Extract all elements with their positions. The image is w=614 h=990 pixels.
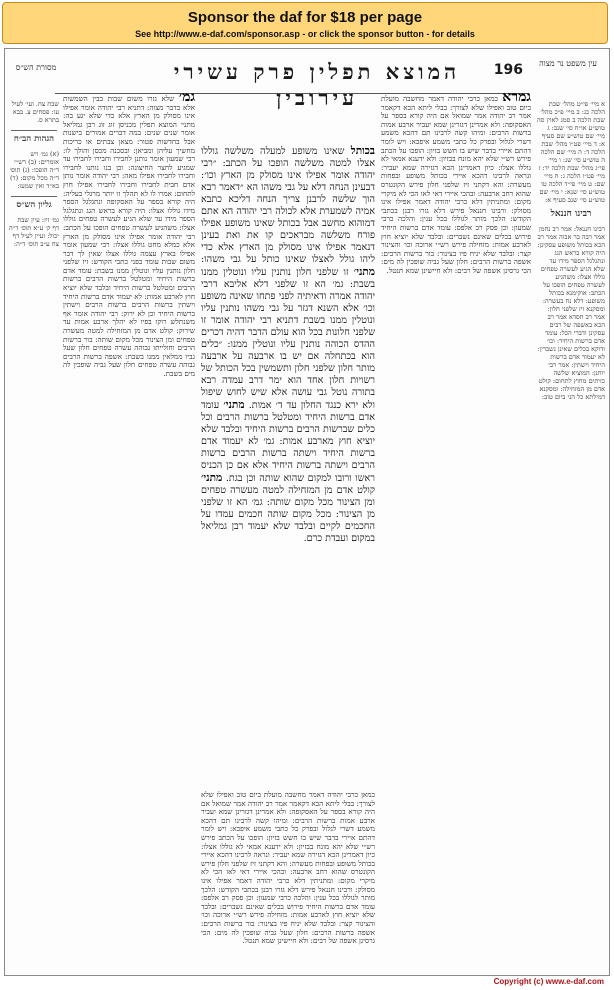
mishna-3-text: קולט אדם מן המזחילה למטה מעשרה טפחים ומן הצינור מכל מקום שותה: גמ׳ הא זו שלפני מן הצינור: מכל מקום שותה חכמים עמדו על החכמים לקיים ובלבד שלא יעמוד רבן גמליאל במקום ועבדת כרם. [201, 485, 375, 544]
hagahot-text: (א) גמ׳ ויש אומרים: (ב) רש״י ד״ה הופכו: (ג) תוס׳ ד״ה מכל מקום: (ד) בא״ד ואין שמעו: [9, 149, 59, 190]
lower-commentary [201, 791, 375, 963]
chananel-heading: רבינו חננאל [550, 209, 592, 219]
tosafot-text: כמאן כרבי יהודה דאמר מחשבה מועלת ביום טוב ואפילו שלא לצורך: בבלי ליתא הכא דקאמר אמר רב יהודה אמר שמואל אם היה קורא בספר על האסקופה: ולא אמרינן דגזרינן שמא יעביר ארבע אמות ברשות הרבים: ומיהו קשה לרבינו תם דהכא משמע דשרי לגלול ובפרק כל כתבי משמע איפכא: ויש לומר דהתם איירי בדבר שיש בו חשש בזיון: הופכו על הכתב פירש רש״י שלא יהא מונח בבזיון: ולא ידענא אמאי לא גוללו אצלו: כיון דאמרינן הכא דגזירה שמא יעביר: ונראה לרבינו דהכא איירי בכותל משופע ובפחות מעשרה: והא דקתני זיז שלפני חלון פירש הקונטרס שהוא רחב ארבעה: ובהכי איירי דאי לאו הכי לא מיקרי מקום: ומתניתין דלא כרבי יהודה דאמר אפילו אינו מסולק: ורבינו חננאל פירש דלא גזרו רבנן בכתבי הקודש: הלכך מותר לגוללו בכל ענין: והלכה כרבי שמעון: וכן פסק רב אלפס: עומד אדם ברשות היחיד פירוש בכלים שאינם נשברים: ובלבד שלא יוציא חוץ לארבע אמות: מזחילה פירש רש״י ארוכה וכו׳ והצינור קצר: ובלבד שלא יניח פיו בצינור: בור ברשות הרבים: אשפה ברשות הרבים: חלון שעל גביה שופכין לה מים: הכי גרסינן אשפה של רבים: ולא חיישינן שמא תנטל. [381, 94, 531, 275]
rashi-column [63, 93, 195, 963]
tosafot-column [381, 93, 531, 963]
left-margin-notes [9, 93, 59, 963]
mishna-2-lead: מתני׳ [223, 399, 245, 411]
header-right-label: עין משפט נר מצוה [539, 59, 597, 68]
gemara-column [201, 145, 375, 785]
sponsor-subtitle[interactable]: See http://www.e-daf.com/sponsor.asp - or click the sponsor button - for details [135, 29, 475, 39]
page-number: 196 [493, 62, 523, 78]
gilyon-heading: גליון הש״ס [16, 200, 52, 210]
sponsor-banner[interactable] [2, 2, 608, 44]
page-title: המוצא תפלין פרק עשירי עירובין [173, 59, 461, 110]
hagahot-heading: הגהות הב״ח [13, 134, 55, 144]
copyright-link[interactable]: Copyright (c) www.e-daf.com [493, 977, 604, 986]
masoret-text: שבת צח. ועי׳ לעיל עו: פסחים צ. בבא בתרא ס. [11, 99, 59, 124]
sponsor-title[interactable]: Sponsor the daf for $18 per page [187, 9, 423, 26]
gemara-opening: בכותל [350, 145, 375, 157]
side-divider [11, 196, 57, 197]
mishna-2-text: עומד אדם ברשות היחיד ומטלטל ברשות הרבים וכל כלים שברשות הרבים ברשות היחיד ובלבד שלא יוציא חוץ מארבע אמות: גמ׳ לא יעמוד אדם ברשות היחיד וישתה ברשות הרבים ברשות הרבים וישתה ברשות היחיד אלא אם כן הכניס ראשו ורובו למקום שהוא שותה וכן בגת. [201, 400, 375, 484]
gilyon-text: גמ׳ זיז: עיין שבת דף ק׳ ע״א תוס׳ ד״ה יכול: ועיין לעיל דף צח ע״ב תוס׳ ד״ה: [9, 215, 59, 248]
mishna-1-text: זו שלפני חלון נותנין עליו ונוטלין ממנו בשבת: גמ׳ הא זו שלפני דלא אליבא דרבי יהודה אמרה ודאיתיה לפני פתחו שאינה משופע וכו׳ אלא השנא דגזר על גבי משהו נותנין עליו ונוטלין ממנו בשבת דתניא רבי יהודה אומר זו שלפני חלונות בכל הוא עולם הדבר דהיה דכרים ההדס הכוהה נותנין עליו ונוטלין ממנו: ״כלים הוא בכתחלה אם יש בו ארבעה על ארבעה מותר חלון שלפני חלון ותשמשין בכל הכותל של רשויות חלון אחד הוא ימר דרב עמדה רבא בתורה נוטל גבי עושה אלא שיש לחוש שיפול ולא ירא כנגד החלון עד ד׳ אמות. [201, 267, 375, 411]
rashi-text: שלא גזרו משום שבות בבין השמשות אלא בדבר מצוה: דתניא רבי יהודה אומר אפילו אינו מסולק מן הארץ אלא כדי שלא יגע בה: מתני׳ המוצא תפלין מכניסן זוג זוג רבן גמליאל אומר שנים שנים: במה דברים אמורים בישנות אבל בחדשות פטור: מצאן צבתים או כריכות מחשיך עליהן ומביאן: ובסכנה מכסן והולך לו: רבי שמעון אומר נותנן לחבירו וחבירו לחבירו עד שמגיע לחצר החיצונה: וכן בנו נותנו לחבירו וחבירו לחבירו אפילו מאה: רבי יהודה אומר נותן אדם חבית לחבירו וחבירו לחבירו אפילו חוץ לתחום: אמרו לו לא תהלך זו יותר מרגלי בעליה: היה קורא בספר על האסקופה ונתגלגל הספר מידו גוללו אצלו: היה קורא בראש הגג ונתגלגל הספר מידו עד שלא הגיע לעשרה טפחים גוללו אצלו: משהגיע לעשרה טפחים הופכו על הכתב: רבי יהודה אומר אפילו אינו מסולק מן הארץ אלא כמלא מחט גוללו אצלו: רבי שמעון אומר אפילו בארץ עצמה גוללו אצלו שאין לך דבר משום שבות עומד בפני כתבי הקודש: זיז שלפני חלון נותנין עליו ונוטלין ממנו בשבת: עומד אדם ברשות היחיד ומטלטל ברשות הרבים ברשות הרבים ומטלטל ברשות היחיד ובלבד שלא יוציא חוץ לארבע אמות: לא יעמוד אדם ברשות היחיד וישתין ברשות הרבים ברשות הרבים וישתין ברשות היחיד וכן לא ירוק: רבי יהודה אומר אף משנתלש רוקו בפיו לא יהלך ארבע אמות עד שירוק: קולט אדם מן המזחילה למטה מעשרה טפחים ומן הצינור מכל מקום שותה: בור ברשות הרבים וחולייתו גבוהה עשרה טפחים חלון שעל גביו ממלאין ממנו בשבת: אשפה ברשות הרבים גבוהה עשרה טפחים חלון שעל גביה שופכין לה מים בשבת. [63, 94, 195, 378]
side-divider [11, 130, 57, 131]
rashi-lead: גמ׳ [178, 93, 195, 105]
ein-mishpat-text: א מיי׳ פי״ט מהל׳ שבת הלכה כג: ב מיי׳ פ״כ מהל׳ שבת הלכה ב סמג לאוין סה טוש״ע או״ח סי׳ שנב: ג מיי׳ שם טוש״ע שם סעיף א: ד מיי׳ פט״ו מהל׳ שבת הלכה ד: ה מיי׳ שם הלכה ה טוש״ע סי׳ שנ: ו מיי׳ פי״ג מהל׳ שבת הלכה יד: ז מיי׳ פט״ו הלכה ג: ח מיי׳ שם: ט מיי׳ פי״ד הלכה טו טוש״ע סי׳ שנא: י מיי׳ שם טוש״ע סי׳ שנב סעיף א: [537, 99, 605, 204]
tosafot-lead: גמרא [502, 93, 531, 105]
talmud-page [4, 48, 610, 976]
lower-commentary-text: כמאן כרבי יהודה דאמר מחשבה מועלת ביום טוב ואפילו שלא לצורך: בבלי ליתא הכא דקאמר אמר רב יהודה אמר שמואל אם היה קורא בספר על האסקופה: ולא אמרינן דגזרינן שמא יעביר ארבע אמות ברשות הרבים: ומיהו קשה לרבינו תם דהכא משמע דשרי לגלול ובפרק כל כתבי משמע איפכא: ויש לומר דהתם איירי בדבר שיש בו חשש בזיון: הופכו על הכתב פירש רש״י שלא יהא מונח בבזיון: ולא ידענא אמאי לא גוללו אצלו: כיון דאמרינן הכא דגזירה שמא יעביר: ונראה לרבינו דהכא איירי בכותל משופע ובפחות מעשרה: והא דקתני זיז שלפני חלון פירש הקונטרס שהוא רחב ארבעה: ובהכי איירי דאי לאו הכי לא מיקרי מקום: ומתניתין דלא כרבי יהודה דאמר אפילו אינו מסולק: ורבינו חננאל פירש דלא גזרו רבנן בכתבי הקודש: הלכך מותר לגוללו בכל ענין: והלכה כרבי שמעון: וכן פסק רב אלפס: עומד אדם ברשות היחיד פירוש בכלים שאינם נשברים: ובלבד שלא יוציא חוץ לארבע אמות: מזחילה פירש רש״י ארוכה וכו׳ והצינור קצר: ובלבד שלא יניח פיו בצינור: בור ברשות הרבים: אשפה ברשות הרבים: חלון שעל גביה שופכין לה מים: הכי גרסינן אשפה של רבים: ולא חיישינן שמא תנטל. [201, 791, 375, 946]
chananel-text: רבינו חננאל: אמר רב נחמן אמר רבה בר אבוה אמר רב הכא בכותל משופע עסקינן: היה קורא בראש הגג ונתגלגל הספר מידו עד שלא הגיע לעשרה טפחים גוללו אצלו: משהגיע לעשרה טפחים הופכו על הכתב: אוקימנא בכותל משופע: דלא נח בעשרה: ומסקנא זיז שלפני חלון: אמר רב חסדא אמר רב הכא באשפה של רבים עסקינן ודברי הכל: עומד אדם ברשות היחיד: וכו׳ ודוקא בכלים שאינן נשברין: לא יעמוד אדם ברשות היחיד וישתין: אמר רבי יוחנן: המוציא שלשה כזיתים מחוץ לתחום: קולט אדם מן המזחילה: ומסקנא דמילתא כל הני ביום טוב: [537, 224, 605, 401]
gemara-text: שאינו משופע למעלה משלשה גוללו אצלו למטה משלשה הופכו על הכתב: ״רבי יהודה אומר אפילו אינו מסולק מן הארץ וכו׳: דבעינן הנחה דלא על גבי משהו הא ״דאמר רבא הוך שלשה לרבנן צריך הנחה דליכא כתבא אמיה לשמערת אלא לכולה רבי יהודה הא אתם דמוהוא מחשב אבל בכותל שאינו משופע אפילו פורח משלשה מבראכים קו את ואת בעינן דנאמר אפילו אינו מסולק מן הארץ אלא כדי ליהו גולל לאצלו שאינו כותל על גבי משהו: [201, 146, 375, 265]
mishna-3-lead: מתני׳ [201, 472, 223, 484]
header-left-label: מסורת הש״ס [15, 63, 57, 72]
right-margin-notes [537, 93, 605, 963]
mishna-1-lead: מתני׳ [353, 266, 375, 278]
